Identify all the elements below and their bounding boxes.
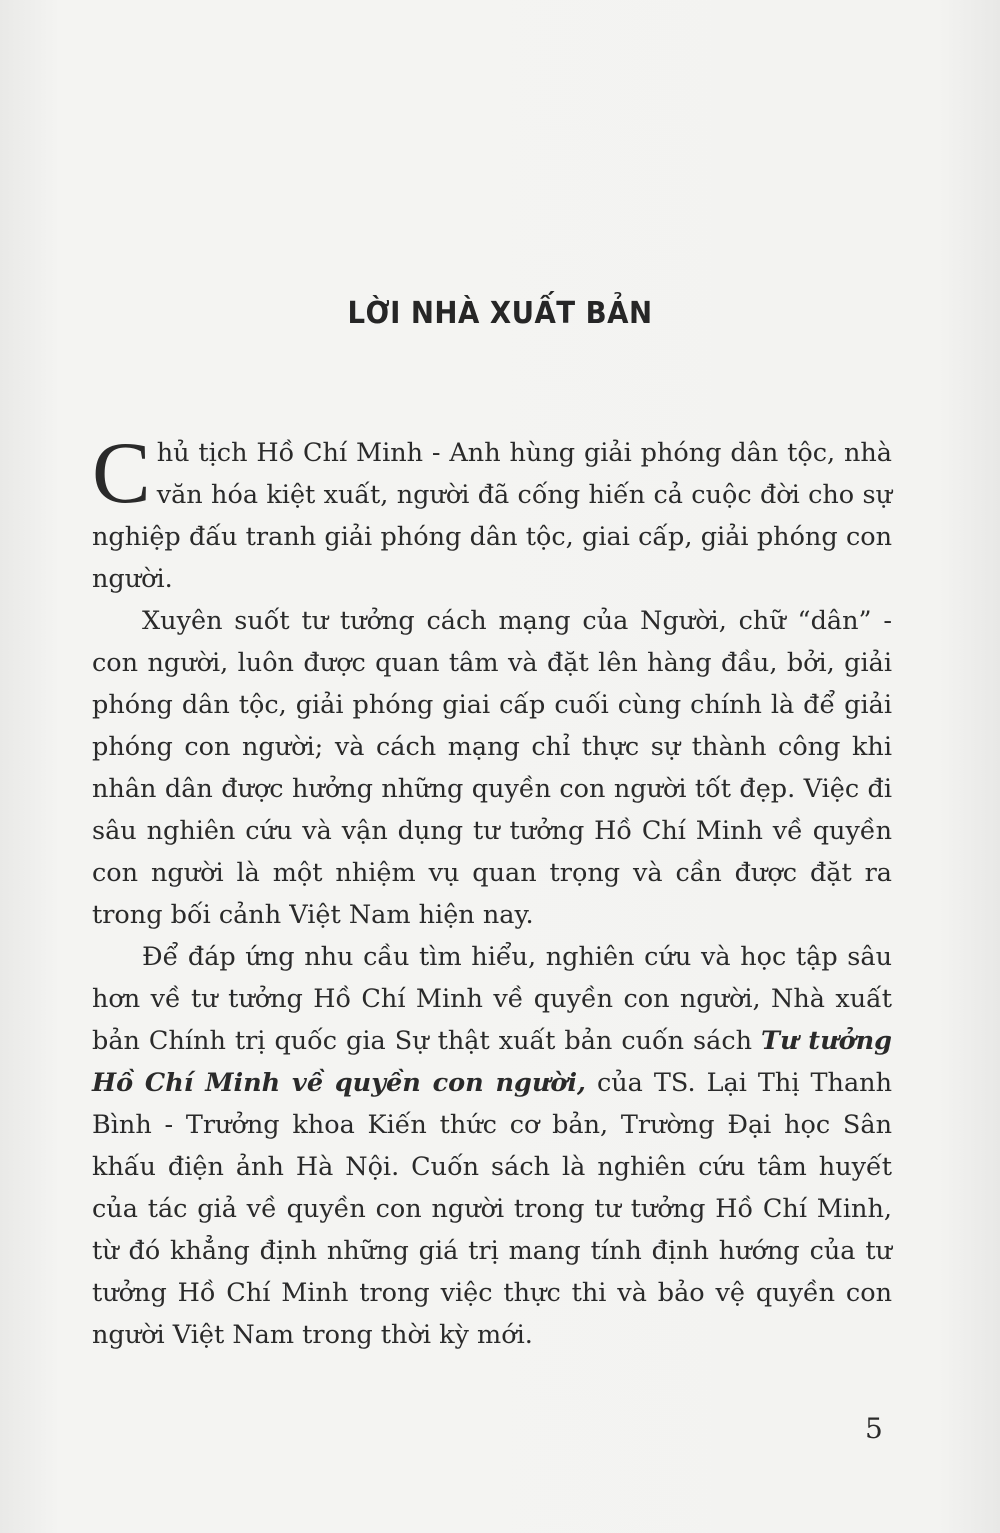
book-title: Tư tưởng Hồ Chí Minh về quyền con người,: [92, 1026, 892, 1098]
paragraph-3-before: Để đáp ứng nhu cầu tìm hiểu, nghiên cứu và học tập sâu hơn về tư tưởng Hồ Chí Minh về quyền con người, Nhà xuất bản Chính trị quốc gia Sự thật xuất bản cuốn sách: [92, 942, 892, 1056]
page-number: 5: [865, 1412, 883, 1445]
drop-cap: C: [92, 425, 151, 522]
paragraph-1-text: hủ tịch Hồ Chí Minh - Anh hùng giải phóng dân tộc, nhà văn hóa kiệt xuất, người đã cống hiến cả cuộc đời cho sự nghiệp đấu tranh giải phóng dân tộc, giai cấp, giải phóng con người.: [92, 438, 892, 594]
paragraph-2: Xuyên suốt tư tưởng cách mạng của Người, chữ “dân” - con người, luôn được quan tâm và đặt lên hàng đầu, bởi, giải phóng dân tộc, giải phóng giai cấp cuối cùng chính là để giải phóng con người; và cách mạng chỉ thực sự thành công khi nhân dân được hưởng những quyền con người tốt đẹp. Việc đi sâu nghiên cứu và vận dụng tư tưởng Hồ Chí Minh về quyền con người là một nhiệm vụ quan trọng và cần được đặt ra trong bối cảnh Việt Nam hiện nay.: [92, 606, 892, 930]
page-title: LỜI NHÀ XUẤT BẢN: [347, 296, 653, 331]
body-text: [92, 425, 892, 1356]
paragraph-3-after: của TS. Lại Thị Thanh Bình - Trưởng khoa Kiến thức cơ bản, Trường Đại học Sân khấu điện ảnh Hà Nội. Cuốn sách là nghiên cứu tâm huyết của tác giả về quyền con người trong tư tưởng Hồ Chí Minh, từ đó khẳng định những giá trị mang tính định hướng của tư tưởng Hồ Chí Minh trong việc thực thi và bảo vệ quyền con người Việt Nam trong thời kỳ mới.: [92, 1068, 892, 1350]
paragraph-3: [92, 936, 892, 1356]
paragraph-1: [92, 425, 892, 600]
